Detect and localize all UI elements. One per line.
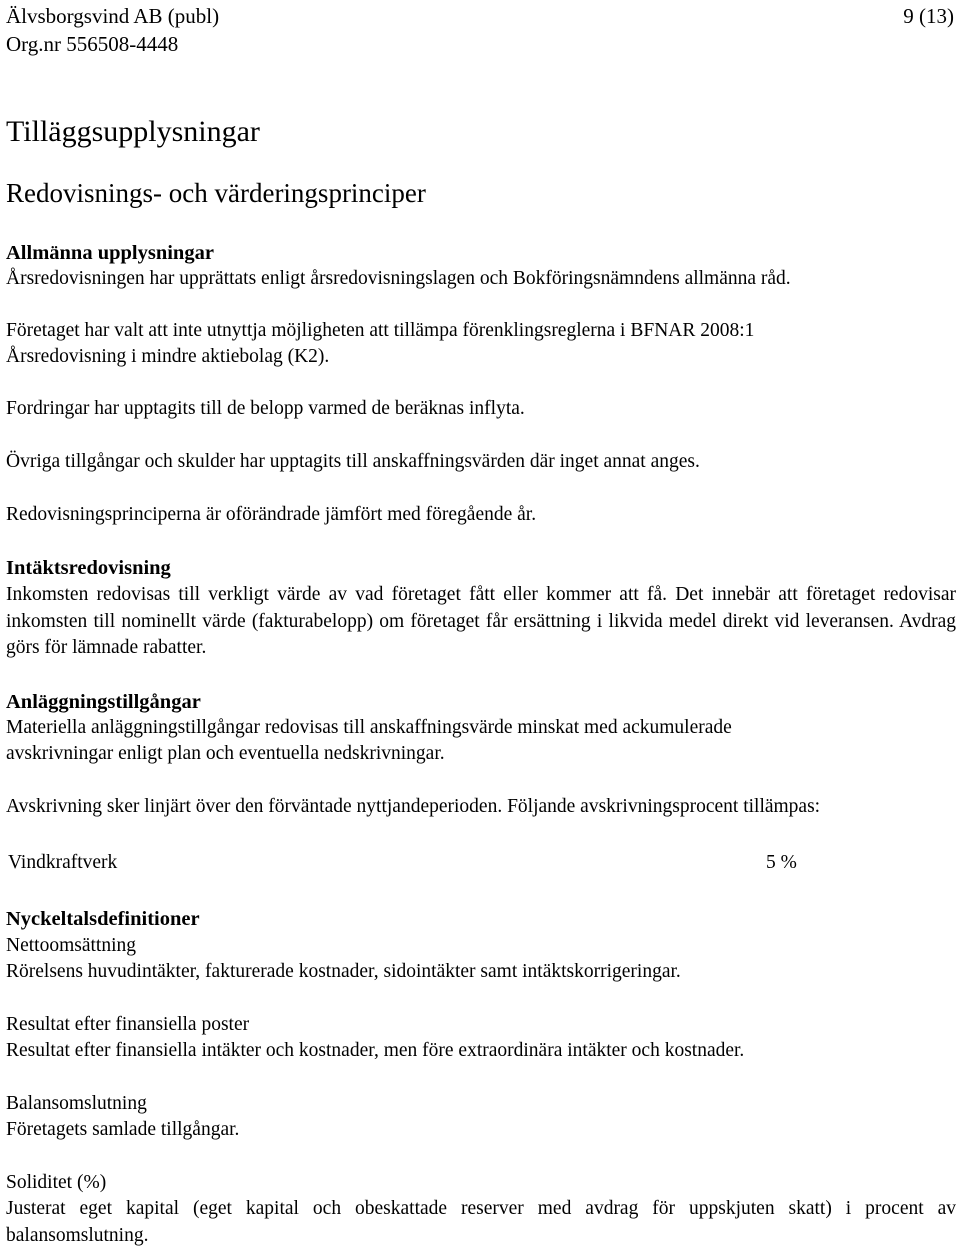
revenue-paragraph: Inkomsten redovisas till verkligt värde av vad företaget fått eller kommer att få. Det innebär att företaget redovisar inkomsten till nominellt värde (fakturabelopp) om företaget får ersättning i likvida medel direkt vid leveransen. Avdrag görs för lämnade rabatter. [6,584,956,658]
key-ratio-term-solidity: Soliditet (%) [6,1172,107,1193]
general-paragraph-5: Redovisningsprinciperna är oförändrade jämfört med föregående år. [6,504,537,525]
key-ratios-heading: Nyckeltalsdefinitioner [6,908,200,930]
page-title: Tilläggsupplysningar [6,115,260,148]
general-paragraph-3: Fordringar har upptagits till de belopp varmed de beräknas inflyta. [6,398,525,419]
depreciation-rate-value: 5 % [766,852,797,873]
key-ratio-definition-balance-total: Företagets samlade tillgångar. [6,1119,240,1140]
org-number: Org.nr 556508-4448 [6,32,179,56]
depreciation-rate-label: Vindkraftverk [8,852,118,873]
revenue-heading: Intäktsredovisning [6,557,171,579]
general-paragraph-2-line-1: Företaget har valt att inte utnyttja möjligheten att tillämpa förenklingsreglerna i BFNAR 2008:1 [6,320,755,341]
page-number: 9 (13) [903,4,954,28]
key-ratio-term-result: Resultat efter finansiella poster [6,1014,250,1035]
fixed-assets-paragraph-2: Avskrivning sker linjärt över den förväntade nyttjandeperioden. Följande avskrivningsprocent tillämpas: [6,796,821,817]
key-ratio-definition-net-sales: Rörelsens huvudintäkter, fakturerade kostnader, sidointäkter samt intäktskorrigeringar. [6,961,681,982]
key-ratio-term-net-sales: Nettoomsättning [6,935,136,956]
general-paragraph-4: Övriga tillgångar och skulder har upptagits till anskaffningsvärden där inget annat anges. [6,451,700,472]
key-ratio-definition-solidity: Justerat eget kapital (eget kapital och obeskattade reserver med avdrag för uppskjuten skatt) i procent av balansomslutning. [6,1198,956,1246]
key-ratio-definition-result: Resultat efter finansiella intäkter och kostnader, men före extraordinära intäkter och kostnader. [6,1040,745,1061]
company-name: Älvsborgsvind AB (publ) [6,4,220,28]
key-ratio-term-balance-total: Balansomslutning [6,1093,147,1114]
fixed-assets-paragraph-1-line-1: Materiella anläggningstillgångar redovisas till anskaffningsvärde minskat med ackumulerade [6,717,732,738]
general-heading: Allmänna upplysningar [6,242,214,264]
fixed-assets-heading: Anläggningstillgångar [6,691,201,713]
section-title: Redovisnings- och värderingsprinciper [6,178,426,208]
general-paragraph-2-line-2: Årsredovisning i mindre aktiebolag (K2). [6,346,330,367]
general-paragraph-1: Årsredovisningen har upprättats enligt årsredovisningslagen och Bokföringsnämndens allmänna råd. [6,268,791,289]
fixed-assets-paragraph-1-line-2: avskrivningar enligt plan och eventuella nedskrivningar. [6,743,445,764]
